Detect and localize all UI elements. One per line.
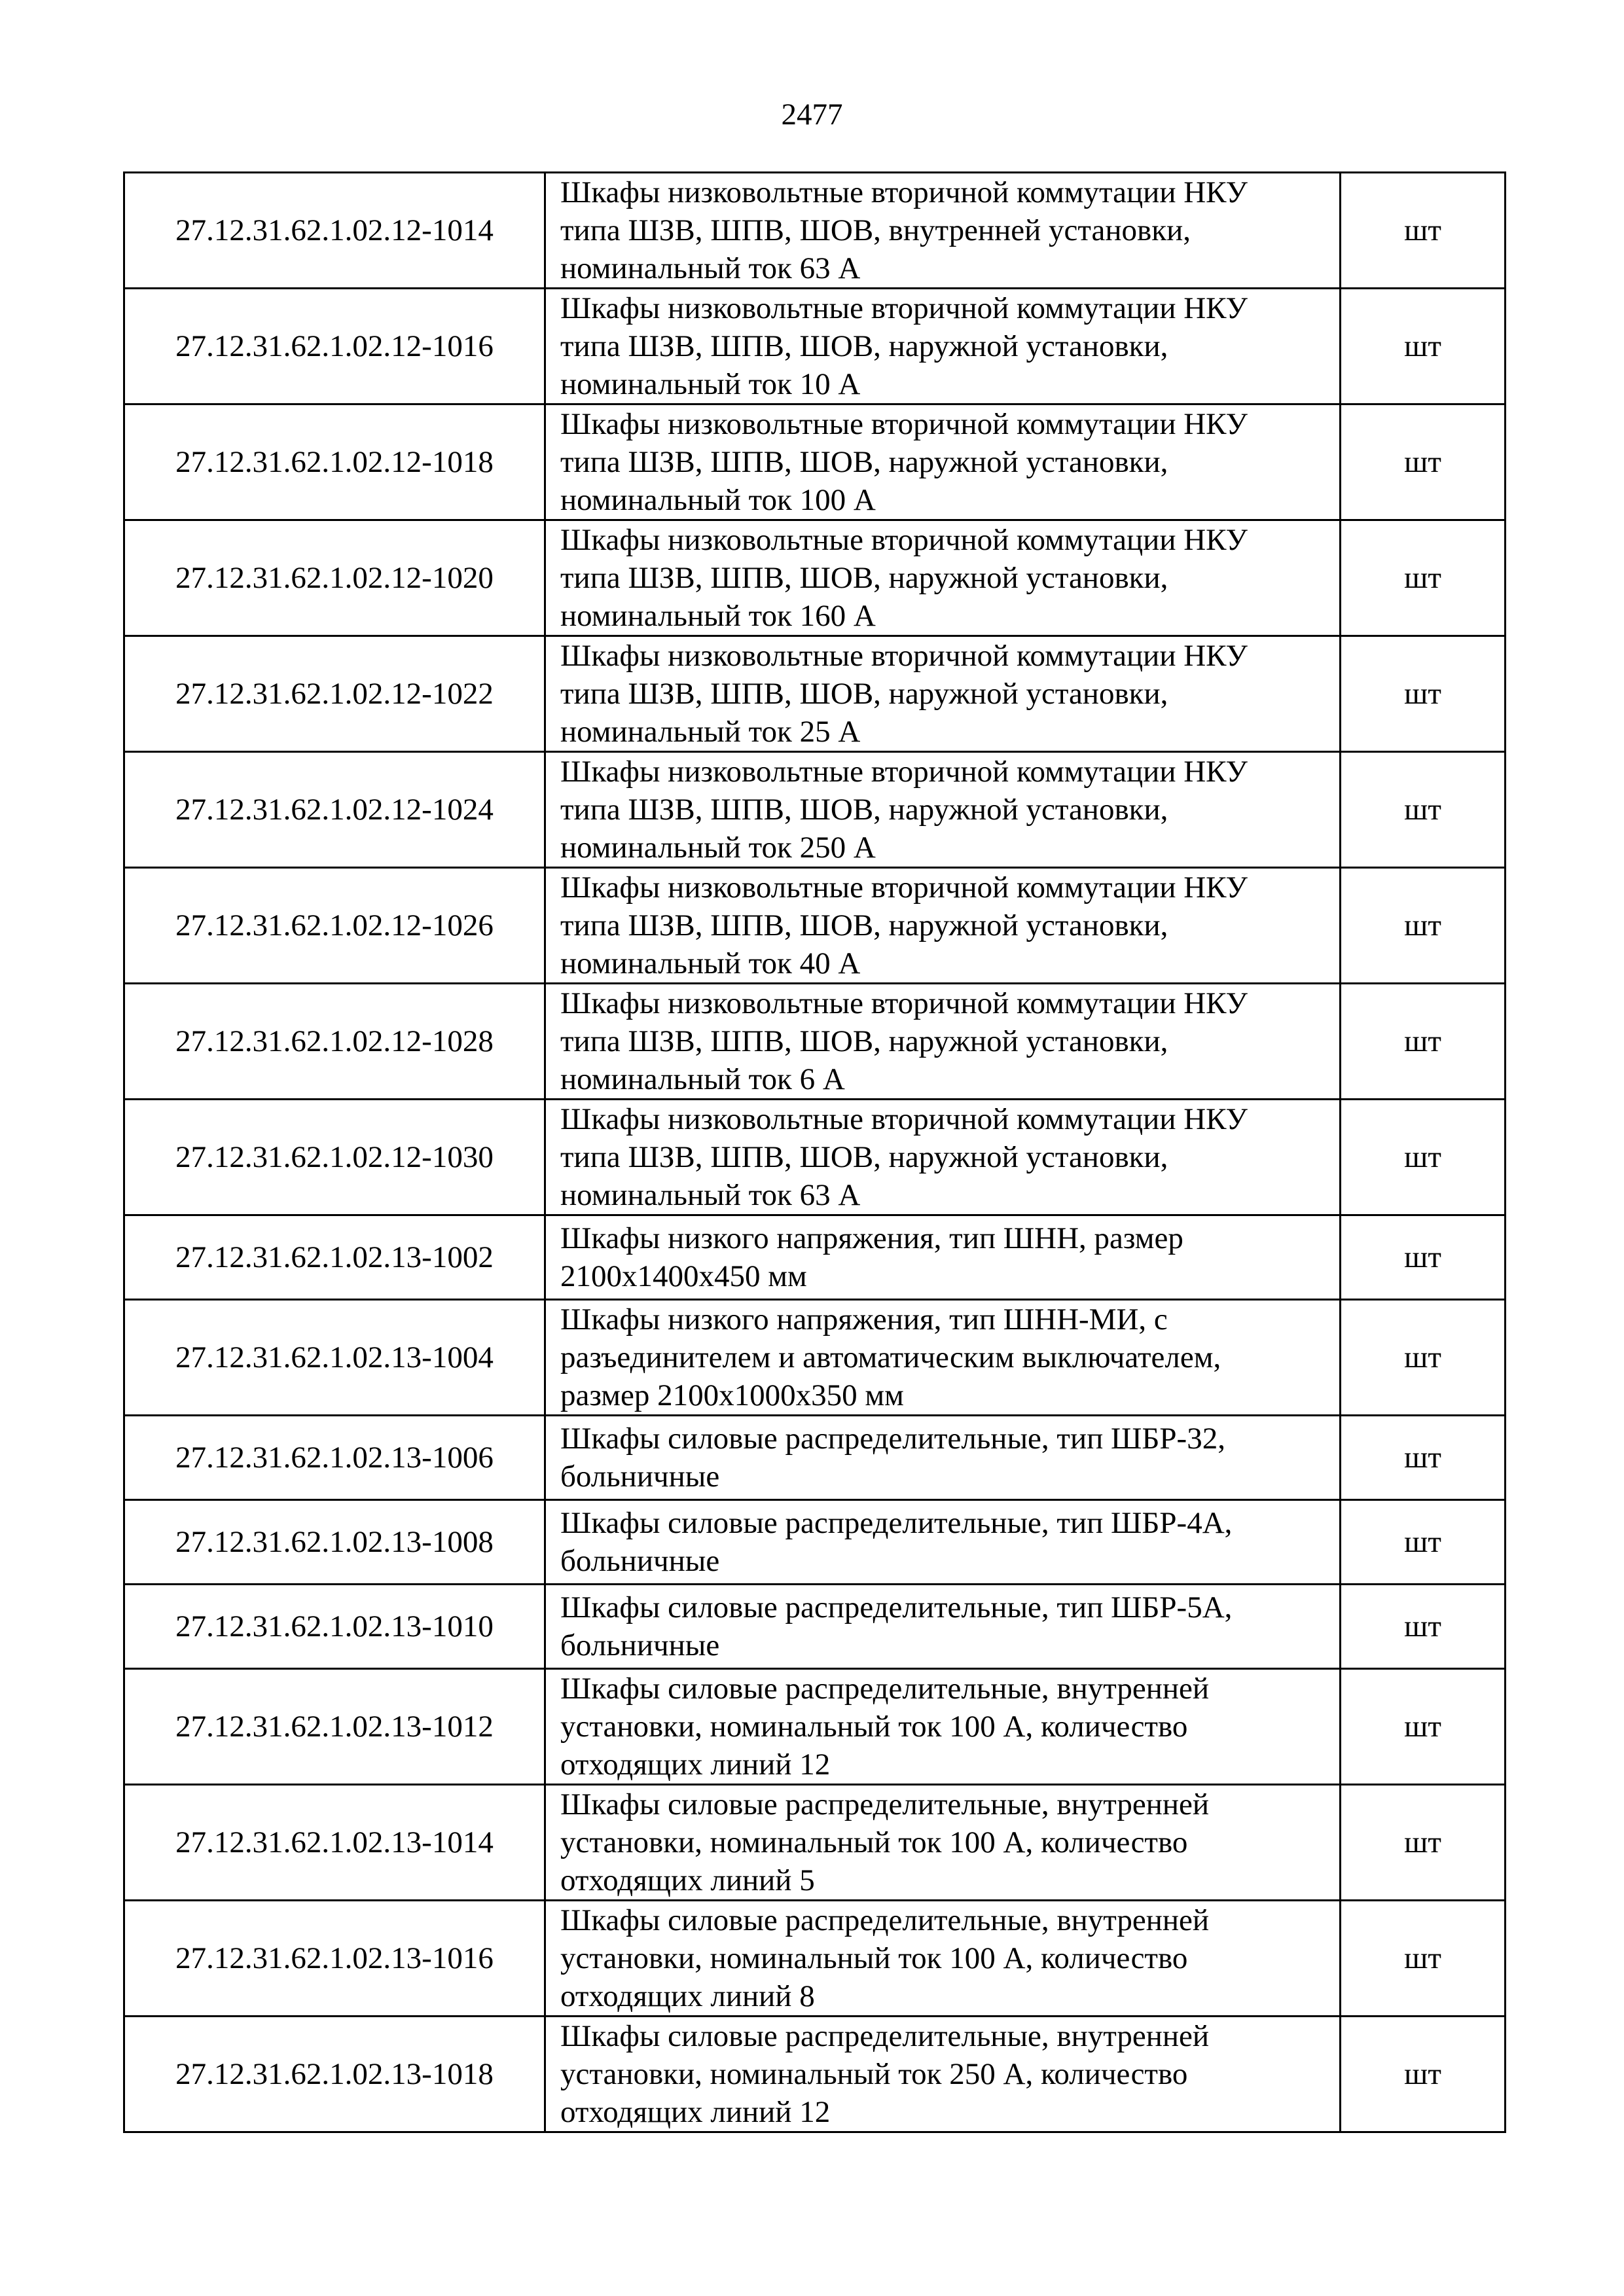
resource-unit: шт xyxy=(1341,984,1506,1100)
resource-description xyxy=(545,173,1341,289)
resource-description xyxy=(545,1215,1341,1300)
table-row xyxy=(124,2017,1506,2132)
table-row xyxy=(124,1100,1506,1215)
resource-code: 27.12.31.62.1.02.13-1006 xyxy=(124,1416,545,1500)
table-row xyxy=(124,1500,1506,1585)
resource-description xyxy=(545,289,1341,404)
resource-unit: шт xyxy=(1341,404,1506,520)
description-line: номинальный ток 10 А xyxy=(560,367,861,401)
description-line: номинальный ток 250 А xyxy=(560,831,876,865)
resource-description xyxy=(545,1100,1341,1215)
description-line: установки, номинальный ток 100 А, количество xyxy=(560,1710,1188,1744)
description-line: Шкафы силовые распределительные, тип ШБР-32, xyxy=(560,1422,1225,1456)
description-line: Шкафы низковольтные вторичной коммутации НКУ xyxy=(560,1102,1248,1136)
resource-unit: шт xyxy=(1341,2017,1506,2132)
resource-unit: шт xyxy=(1341,1215,1506,1300)
description-line: типа ШЗВ, ШПВ, ШОВ, наружной установки, xyxy=(560,1140,1168,1174)
description-line: типа ШЗВ, ШПВ, ШОВ, наружной установки, xyxy=(560,445,1168,479)
page-number: 2477 xyxy=(781,98,843,132)
table-row xyxy=(124,520,1506,636)
description-line: больничные xyxy=(560,1544,720,1578)
description-line: Шкафы низковольтные вторичной коммутации НКУ xyxy=(560,755,1248,789)
resource-description xyxy=(545,1785,1341,1901)
description-line: номинальный ток 160 А xyxy=(560,599,876,633)
resource-description xyxy=(545,636,1341,752)
description-line: Шкафы силовые распределительные, тип ШБР-4А, xyxy=(560,1506,1233,1540)
resource-unit: шт xyxy=(1341,1669,1506,1785)
resource-code: 27.12.31.62.1.02.13-1014 xyxy=(124,1785,545,1901)
table-row xyxy=(124,752,1506,868)
table-row xyxy=(124,1785,1506,1901)
resource-unit: шт xyxy=(1341,1901,1506,2017)
resource-unit: шт xyxy=(1341,1585,1506,1669)
description-line: Шкафы силовые распределительные, внутренней xyxy=(560,2019,1210,2053)
resource-description xyxy=(545,1416,1341,1500)
resource-code: 27.12.31.62.1.02.12-1014 xyxy=(124,173,545,289)
description-line: установки, номинальный ток 100 А, количество xyxy=(560,1825,1188,1859)
resource-code: 27.12.31.62.1.02.12-1016 xyxy=(124,289,545,404)
resource-unit: шт xyxy=(1341,1785,1506,1901)
resource-table xyxy=(123,171,1506,2133)
resource-unit: шт xyxy=(1341,752,1506,868)
description-line: больничные xyxy=(560,1460,720,1494)
resource-unit: шт xyxy=(1341,1416,1506,1500)
resource-description xyxy=(545,1901,1341,2017)
description-line: отходящих линий 8 xyxy=(560,1979,815,2013)
table-row xyxy=(124,868,1506,984)
description-line: установки, номинальный ток 100 А, количество xyxy=(560,1941,1188,1975)
description-line: Шкафы низкого напряжения, тип ШНН-МИ, с xyxy=(560,1302,1168,1336)
description-line: Шкафы силовые распределительные, внутренней xyxy=(560,1903,1210,1937)
description-line: Шкафы силовые распределительные, тип ШБР-5А, xyxy=(560,1590,1233,1624)
description-line: 2100х1400х450 мм xyxy=(560,1259,807,1293)
description-line: Шкафы низковольтные вторичной коммутации НКУ xyxy=(560,639,1248,673)
description-line: Шкафы низковольтные вторичной коммутации НКУ xyxy=(560,986,1248,1020)
table-row xyxy=(124,1669,1506,1785)
resource-code: 27.12.31.62.1.02.12-1028 xyxy=(124,984,545,1100)
description-line: отходящих линий 5 xyxy=(560,1863,815,1897)
table-row xyxy=(124,289,1506,404)
table-row xyxy=(124,636,1506,752)
resource-code: 27.12.31.62.1.02.13-1012 xyxy=(124,1669,545,1785)
resource-unit: шт xyxy=(1341,868,1506,984)
resource-code: 27.12.31.62.1.02.12-1022 xyxy=(124,636,545,752)
description-line: типа ШЗВ, ШПВ, ШОВ, наружной установки, xyxy=(560,677,1168,711)
description-line: номинальный ток 63 А xyxy=(560,251,861,285)
resource-code: 27.12.31.62.1.02.13-1004 xyxy=(124,1300,545,1416)
resource-unit: шт xyxy=(1341,1100,1506,1215)
resource-description xyxy=(545,752,1341,868)
resource-code: 27.12.31.62.1.02.13-1002 xyxy=(124,1215,545,1300)
resource-code: 27.12.31.62.1.02.13-1016 xyxy=(124,1901,545,2017)
resource-unit: шт xyxy=(1341,520,1506,636)
description-line: Шкафы силовые распределительные, внутренней xyxy=(560,1787,1210,1821)
description-line: типа ШЗВ, ШПВ, ШОВ, наружной установки, xyxy=(560,1024,1168,1058)
resource-unit: шт xyxy=(1341,289,1506,404)
table-row xyxy=(124,404,1506,520)
description-line: Шкафы силовые распределительные, внутренней xyxy=(560,1672,1210,1706)
resource-code: 27.12.31.62.1.02.12-1018 xyxy=(124,404,545,520)
resource-code: 27.12.31.62.1.02.12-1026 xyxy=(124,868,545,984)
resource-description xyxy=(545,2017,1341,2132)
table-row xyxy=(124,1585,1506,1669)
description-line: типа ШЗВ, ШПВ, ШОВ, наружной установки, xyxy=(560,561,1168,595)
resource-unit: шт xyxy=(1341,1300,1506,1416)
resource-code: 27.12.31.62.1.02.13-1010 xyxy=(124,1585,545,1669)
description-line: разъединителем и автоматическим выключателем, xyxy=(560,1340,1221,1374)
table-row xyxy=(124,1416,1506,1500)
resource-code: 27.12.31.62.1.02.12-1030 xyxy=(124,1100,545,1215)
description-line: размер 2100х1000х350 мм xyxy=(560,1378,904,1412)
description-line: больничные xyxy=(560,1628,720,1662)
resource-unit: шт xyxy=(1341,1500,1506,1585)
table-row xyxy=(124,984,1506,1100)
resource-description xyxy=(545,1585,1341,1669)
table-body xyxy=(124,173,1506,2132)
description-line: Шкафы низковольтные вторичной коммутации НКУ xyxy=(560,870,1248,905)
resource-code: 27.12.31.62.1.02.13-1018 xyxy=(124,2017,545,2132)
table-row xyxy=(124,1215,1506,1300)
resource-description xyxy=(545,1669,1341,1785)
resource-code: 27.12.31.62.1.02.12-1024 xyxy=(124,752,545,868)
resource-unit: шт xyxy=(1341,173,1506,289)
description-line: типа ШЗВ, ШПВ, ШОВ, наружной установки, xyxy=(560,793,1168,827)
table-row xyxy=(124,173,1506,289)
table-row xyxy=(124,1901,1506,2017)
resource-code: 27.12.31.62.1.02.12-1020 xyxy=(124,520,545,636)
table-row xyxy=(124,1300,1506,1416)
description-line: номинальный ток 40 А xyxy=(560,946,861,980)
description-line: отходящих линий 12 xyxy=(560,1748,831,1782)
description-line: типа ШЗВ, ШПВ, ШОВ, внутренней установки, xyxy=(560,213,1191,247)
description-line: номинальный ток 6 А xyxy=(560,1062,845,1096)
description-line: установки, номинальный ток 250 А, количество xyxy=(560,2057,1188,2091)
description-line: Шкафы низковольтные вторичной коммутации НКУ xyxy=(560,407,1248,441)
resource-description xyxy=(545,1500,1341,1585)
description-line: Шкафы низковольтные вторичной коммутации НКУ xyxy=(560,291,1248,325)
description-line: Шкафы низковольтные вторичной коммутации НКУ xyxy=(560,523,1248,557)
description-line: типа ШЗВ, ШПВ, ШОВ, наружной установки, xyxy=(560,329,1168,363)
description-line: номинальный ток 100 А xyxy=(560,483,876,517)
description-line: типа ШЗВ, ШПВ, ШОВ, наружной установки, xyxy=(560,908,1168,942)
description-line: Шкафы низкого напряжения, тип ШНН, размер xyxy=(560,1221,1183,1255)
resource-description xyxy=(545,520,1341,636)
resource-description xyxy=(545,984,1341,1100)
resource-description xyxy=(545,404,1341,520)
description-line: номинальный ток 25 А xyxy=(560,715,861,749)
description-line: Шкафы низковольтные вторичной коммутации НКУ xyxy=(560,175,1248,209)
resource-unit: шт xyxy=(1341,636,1506,752)
resource-code: 27.12.31.62.1.02.13-1008 xyxy=(124,1500,545,1585)
description-line: отходящих линий 12 xyxy=(560,2095,831,2129)
resource-description xyxy=(545,868,1341,984)
description-line: номинальный ток 63 А xyxy=(560,1178,861,1212)
resource-description xyxy=(545,1300,1341,1416)
